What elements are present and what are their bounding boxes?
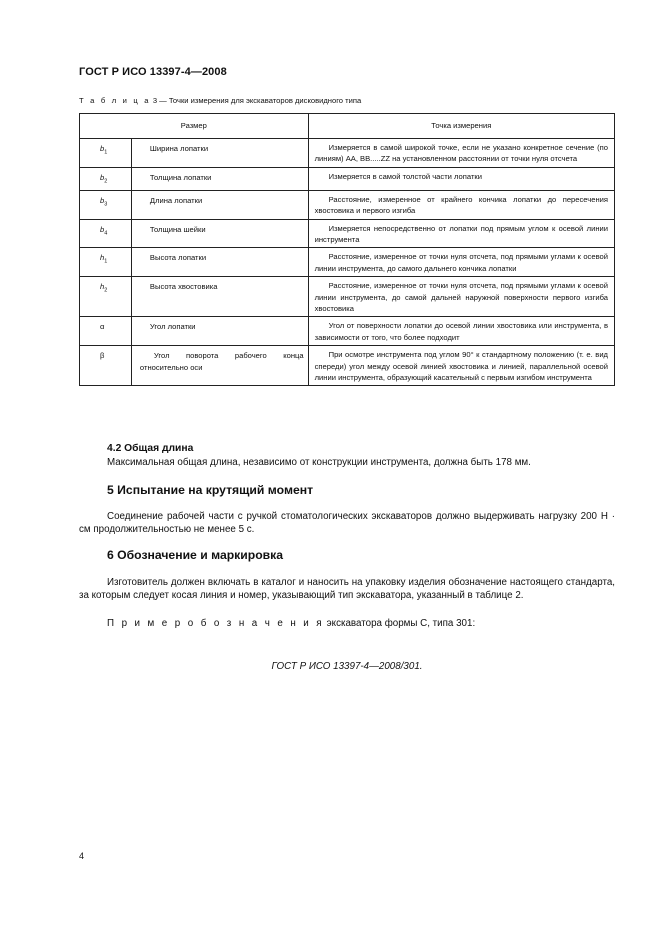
symbol-letter: β — [100, 351, 105, 361]
example-designation: ГОСТ Р ИСО 13397-4—2008/301. — [271, 661, 423, 672]
page-number: 4 — [79, 851, 85, 861]
example-text: экскаватора формы С, типа 301: — [323, 618, 476, 629]
row-measurement-point: Измеряется непосредственно от лопатки под прямым углом к осевой линии инструмента — [308, 219, 614, 248]
row-symbol — [80, 139, 132, 168]
table-row — [80, 346, 615, 386]
symbol-subscript: 3 — [104, 201, 108, 208]
row-symbol — [80, 167, 132, 190]
row-symbol — [80, 317, 132, 346]
section-6-title: 6 Обозначение и маркировка — [107, 548, 284, 562]
table-row — [80, 190, 615, 219]
row-dimension-name: Ширина лопатки — [131, 139, 308, 168]
symbol-subscript: 2 — [104, 178, 108, 185]
example-line — [107, 617, 615, 630]
symbol-subscript: 1 — [104, 258, 108, 265]
section-4-2-text: Максимальная общая длина, независимо от конструкции инструмента, должна быть 178 мм. — [107, 457, 531, 468]
symbol-subscript: 1 — [104, 149, 108, 156]
row-measurement-point: Расстояние, измеренное от точки нуля отсчета, под прямыми углами к осевой линии инструмента, до самого дальнего кончика лопатки — [308, 248, 614, 277]
table-row — [80, 248, 615, 277]
row-measurement-point: Расстояние, измеренное от точки нуля отсчета, под прямыми углами к осевой линии инструмента, до самой дальней наружной поверхности первого изгиба хвостовика — [308, 277, 614, 317]
row-dimension-name: Толщина шейки — [131, 219, 308, 248]
table-caption-text: 3 — Точки измерения для экскаваторов дисковидного типа — [152, 96, 362, 105]
table-body — [80, 139, 615, 386]
row-dimension-name: Длина лопатки — [131, 190, 308, 219]
row-measurement-point: Расстояние, измеренное от крайнего кончика лопатки до пересечения хвостовика и первого изгиба — [308, 190, 614, 219]
column-header-point: Точка измерения — [308, 114, 614, 139]
table-row — [80, 317, 615, 346]
table-row — [80, 139, 615, 168]
symbol-subscript: 2 — [104, 287, 108, 294]
table-caption-prefix: Т а б л и ц а — [79, 96, 151, 105]
symbol-letter: h — [100, 282, 105, 292]
row-symbol — [80, 248, 132, 277]
symbol-letter: b — [100, 224, 105, 234]
row-measurement-point: Измеряется в самой широкой точке, если не указано конкретное сечение (по линиям) AA, BB.....ZZ на установленном расстоянии от точки нуля отсчета — [308, 139, 614, 168]
symbol-letter: α — [100, 322, 105, 332]
section-5-title: 5 Испытание на крутящий момент — [107, 483, 314, 497]
measurement-points-table — [79, 113, 615, 386]
row-dimension-name: Толщина лопатки — [131, 167, 308, 190]
document-header: ГОСТ Р ИСО 13397-4—2008 — [79, 66, 227, 78]
section-5-text: Соединение рабочей части с ручкой стоматологических экскаваторов должно выдерживать нагрузку 200 Н · см продолжительностью не менее 5 с. — [79, 511, 615, 535]
row-symbol — [80, 346, 132, 386]
row-dimension-name: Угол поворота рабочего конца относительно оси — [131, 346, 308, 386]
table-caption — [79, 96, 361, 105]
column-header-size: Размер — [80, 114, 309, 139]
example-label: П р и м е р о б о з н а ч е н и я — [107, 618, 324, 629]
row-measurement-point: При осмотре инструмента под углом 90° к стандартному положению (т. е. вид спереди) угол между осевой линией хвостовика и линией, параллельной осевой линии инструмента, образующий касательный с первым изгибом инструмента — [308, 346, 614, 386]
row-dimension-name: Угол лопатки — [131, 317, 308, 346]
table-row — [80, 219, 615, 248]
section-6-text: Изготовитель должен включать в каталог и наносить на упаковку изделия обозначение настоящего стандарта, за которым следует косая линия и номер, указывающий тип экскаватора, указанный в таблице 2. — [79, 577, 615, 601]
row-symbol — [80, 190, 132, 219]
table-header-row — [80, 114, 615, 139]
row-symbol — [80, 219, 132, 248]
symbol-letter: b — [100, 195, 105, 205]
symbol-letter: b — [100, 144, 105, 153]
section-4-2-title: 4.2 Общая длина — [107, 443, 194, 454]
row-measurement-point: Измеряется в самой толстой части лопатки — [308, 167, 614, 190]
table-row — [80, 167, 615, 190]
symbol-letter: b — [100, 172, 105, 182]
row-symbol — [80, 277, 132, 317]
symbol-subscript: 4 — [104, 230, 108, 237]
row-dimension-name: Высота хвостовика — [131, 277, 308, 317]
row-measurement-point: Угол от поверхности лопатки до осевой линии хвостовика или инструмента, в зависимости от того, что более подходит — [308, 317, 614, 346]
table-row — [80, 277, 615, 317]
row-dimension-name: Высота лопатки — [131, 248, 308, 277]
symbol-letter: h — [100, 253, 105, 263]
